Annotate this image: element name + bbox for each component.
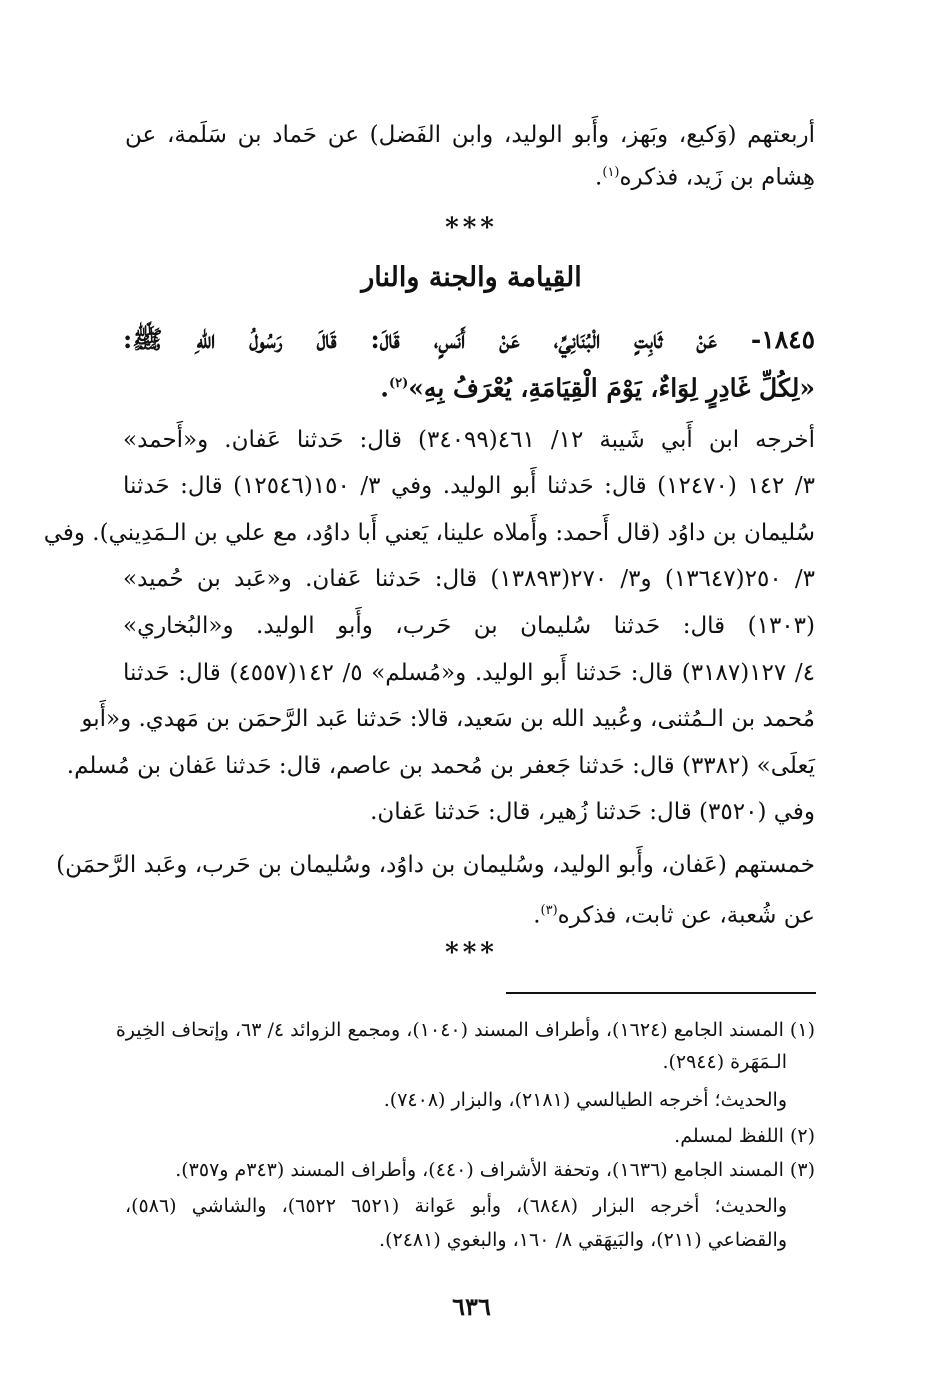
- hadith-text: «لِكُلِّ غَادِرٍ لِوَاءٌ، يَوْمَ الْقِيَامَةِ، يُعْرَفُ بِهِ»: [408, 373, 815, 403]
- section-separator-bottom: ***: [445, 938, 498, 968]
- takhrij-line-6: ٤/ ١٢٧(٣١٨٧) قال: حَدثنا أَبو الوليد. و«مُسلم» ٥/ ١٤٢(٤٥٥٧) قال: حَدثنا: [123, 660, 815, 686]
- intro-line-2: هِشام بن زَيد، فذكره$^{(١)}$.: [595, 164, 815, 191]
- takhrij-line-5: (١٣٠٣) قال: حَدثنا سُليمان بن حَرب، وأَبو الوليد. و«البُخاري»: [123, 613, 815, 639]
- takhrij-line-7: مُحمد بن الـمُثنى، وعُبيد الله بن سَعيد، قالا: حَدثنا عَبد الرَّحمَن بن مَهدي. و«أَبو: [81, 706, 815, 732]
- takhrij-line-3: سُليمان بن داوُد (قال أَحمد: وأَملاه علينا، يَعني أَبا داوُد، مع علي بن الـمَدِيني). وفي: [43, 520, 815, 546]
- section-separator-top: ***: [445, 213, 498, 243]
- footnote-ref-3: (٣): [540, 903, 558, 918]
- intro-line-1: أربعتهم (وَكيع، وبَهز، وأَبو الوليد، وابن الفَضل) عن حَماد بن سَلَمة، عن: [125, 122, 815, 148]
- hadith-line-2: «لِكُلِّ غَادِرٍ لِوَاءٌ، يَوْمَ الْقِيَامَةِ، يُعْرَفُ بِهِ»$^{(٢)}$.: [380, 373, 815, 403]
- footnote-3-line-3: والقضاعي (٢١١)، والبَيهَقي ٨/ ١٦٠، والبغوي (٢٤٨١).: [379, 1229, 787, 1251]
- takhrij-line-2: ٣/ ١٤٢ (١٢٤٧٠) قال: حَدثنا أَبو الوليد. وفي ٣/ ١٥٠(١٢٥٤٦) قال: حَدثنا: [123, 473, 816, 499]
- footnote-divider: [506, 992, 816, 994]
- footnote-3-line-2: والحديث؛ أخرجه البزار (٦٨٤٨)، وأبو عَوانة (٦٥٢١ ٦٥٢٢)، والشاشي (٥٨٦)،: [125, 1195, 787, 1217]
- footnote-ref-2: (٢): [389, 376, 409, 391]
- takhrij-line-4: ٣/ ٢٥٠(١٣٦٤٧) و٣/ ٢٧٠(١٣٨٩٣) قال: حَدثنا عَفان. و«عَبد بن حُميد»: [123, 566, 815, 592]
- takhrij-line-1: أخرجه ابن أَبي شَيبة ١٢/ ٤٦١(٣٤٠٩٩) قال: حَدثنا عَفان. و«أَحمد»: [123, 427, 816, 453]
- footnote-1-hadith: والحديث؛ أخرجه الطيالسي (٢١٨١)، والبزار (٧٤٠٨).: [383, 1089, 787, 1111]
- intro-line-2-text: هِشام بن زَيد، فذكره: [619, 164, 815, 191]
- hadith-line-1: ١٨٤٥- عَنْ ثَابِتٍ الْبُنَانِيِّ، عَنْ أَنَسٍ، قَالَ: قَالَ رَسُولُ اللهِ ﷺ:: [123, 325, 815, 354]
- takhrij-line-9: وفي (٣٥٢٠) قال: حَدثنا زُهير، قال: حَدثنا عَفان.: [370, 799, 815, 825]
- section-title: القِيامة والجنة والنار: [361, 262, 582, 293]
- summary-line-2: عن شُعبة، عن ثابت، فذكره$^{(٣)}$.: [533, 902, 815, 929]
- footnote-1-line-1: (١) المسند الجامع (١٦٢٤)، وأطراف المسند (١٠٤٠)، ومجمع الزوائد ٤/ ٦٣، وإتحاف الخِيرة: [115, 1019, 815, 1041]
- footnote-3-line-1: (٣) المسند الجامع (١٦٣٦)، وتحفة الأشراف (٤٤٠)، وأطراف المسند (٣٤٣م و٣٥٧).: [175, 1159, 815, 1181]
- page-number: ٦٣٦: [452, 1292, 491, 1321]
- footnote-1-line-2: الـمَهَرة (٢٩٤٤).: [662, 1051, 787, 1073]
- summary-line-2-text: عن شُعبة، عن ثابت، فذكره: [557, 902, 815, 929]
- takhrij-line-8: يَعلَى» (٣٣٨٢) قال: حَدثنا جَعفر بن مُحمد بن عاصم، قال: حَدثنا عَفان بن مُسلم.: [66, 753, 815, 779]
- footnote-ref-1: (١): [602, 165, 620, 180]
- footnote-2: (٢) اللفظ لمسلم.: [674, 1125, 815, 1147]
- summary-line-1: خمستهم (عَفان، وأَبو الوليد، وسُليمان بن داوُد، وسُليمان بن حَرب، وعَبد الرَّحمَن): [56, 852, 815, 878]
